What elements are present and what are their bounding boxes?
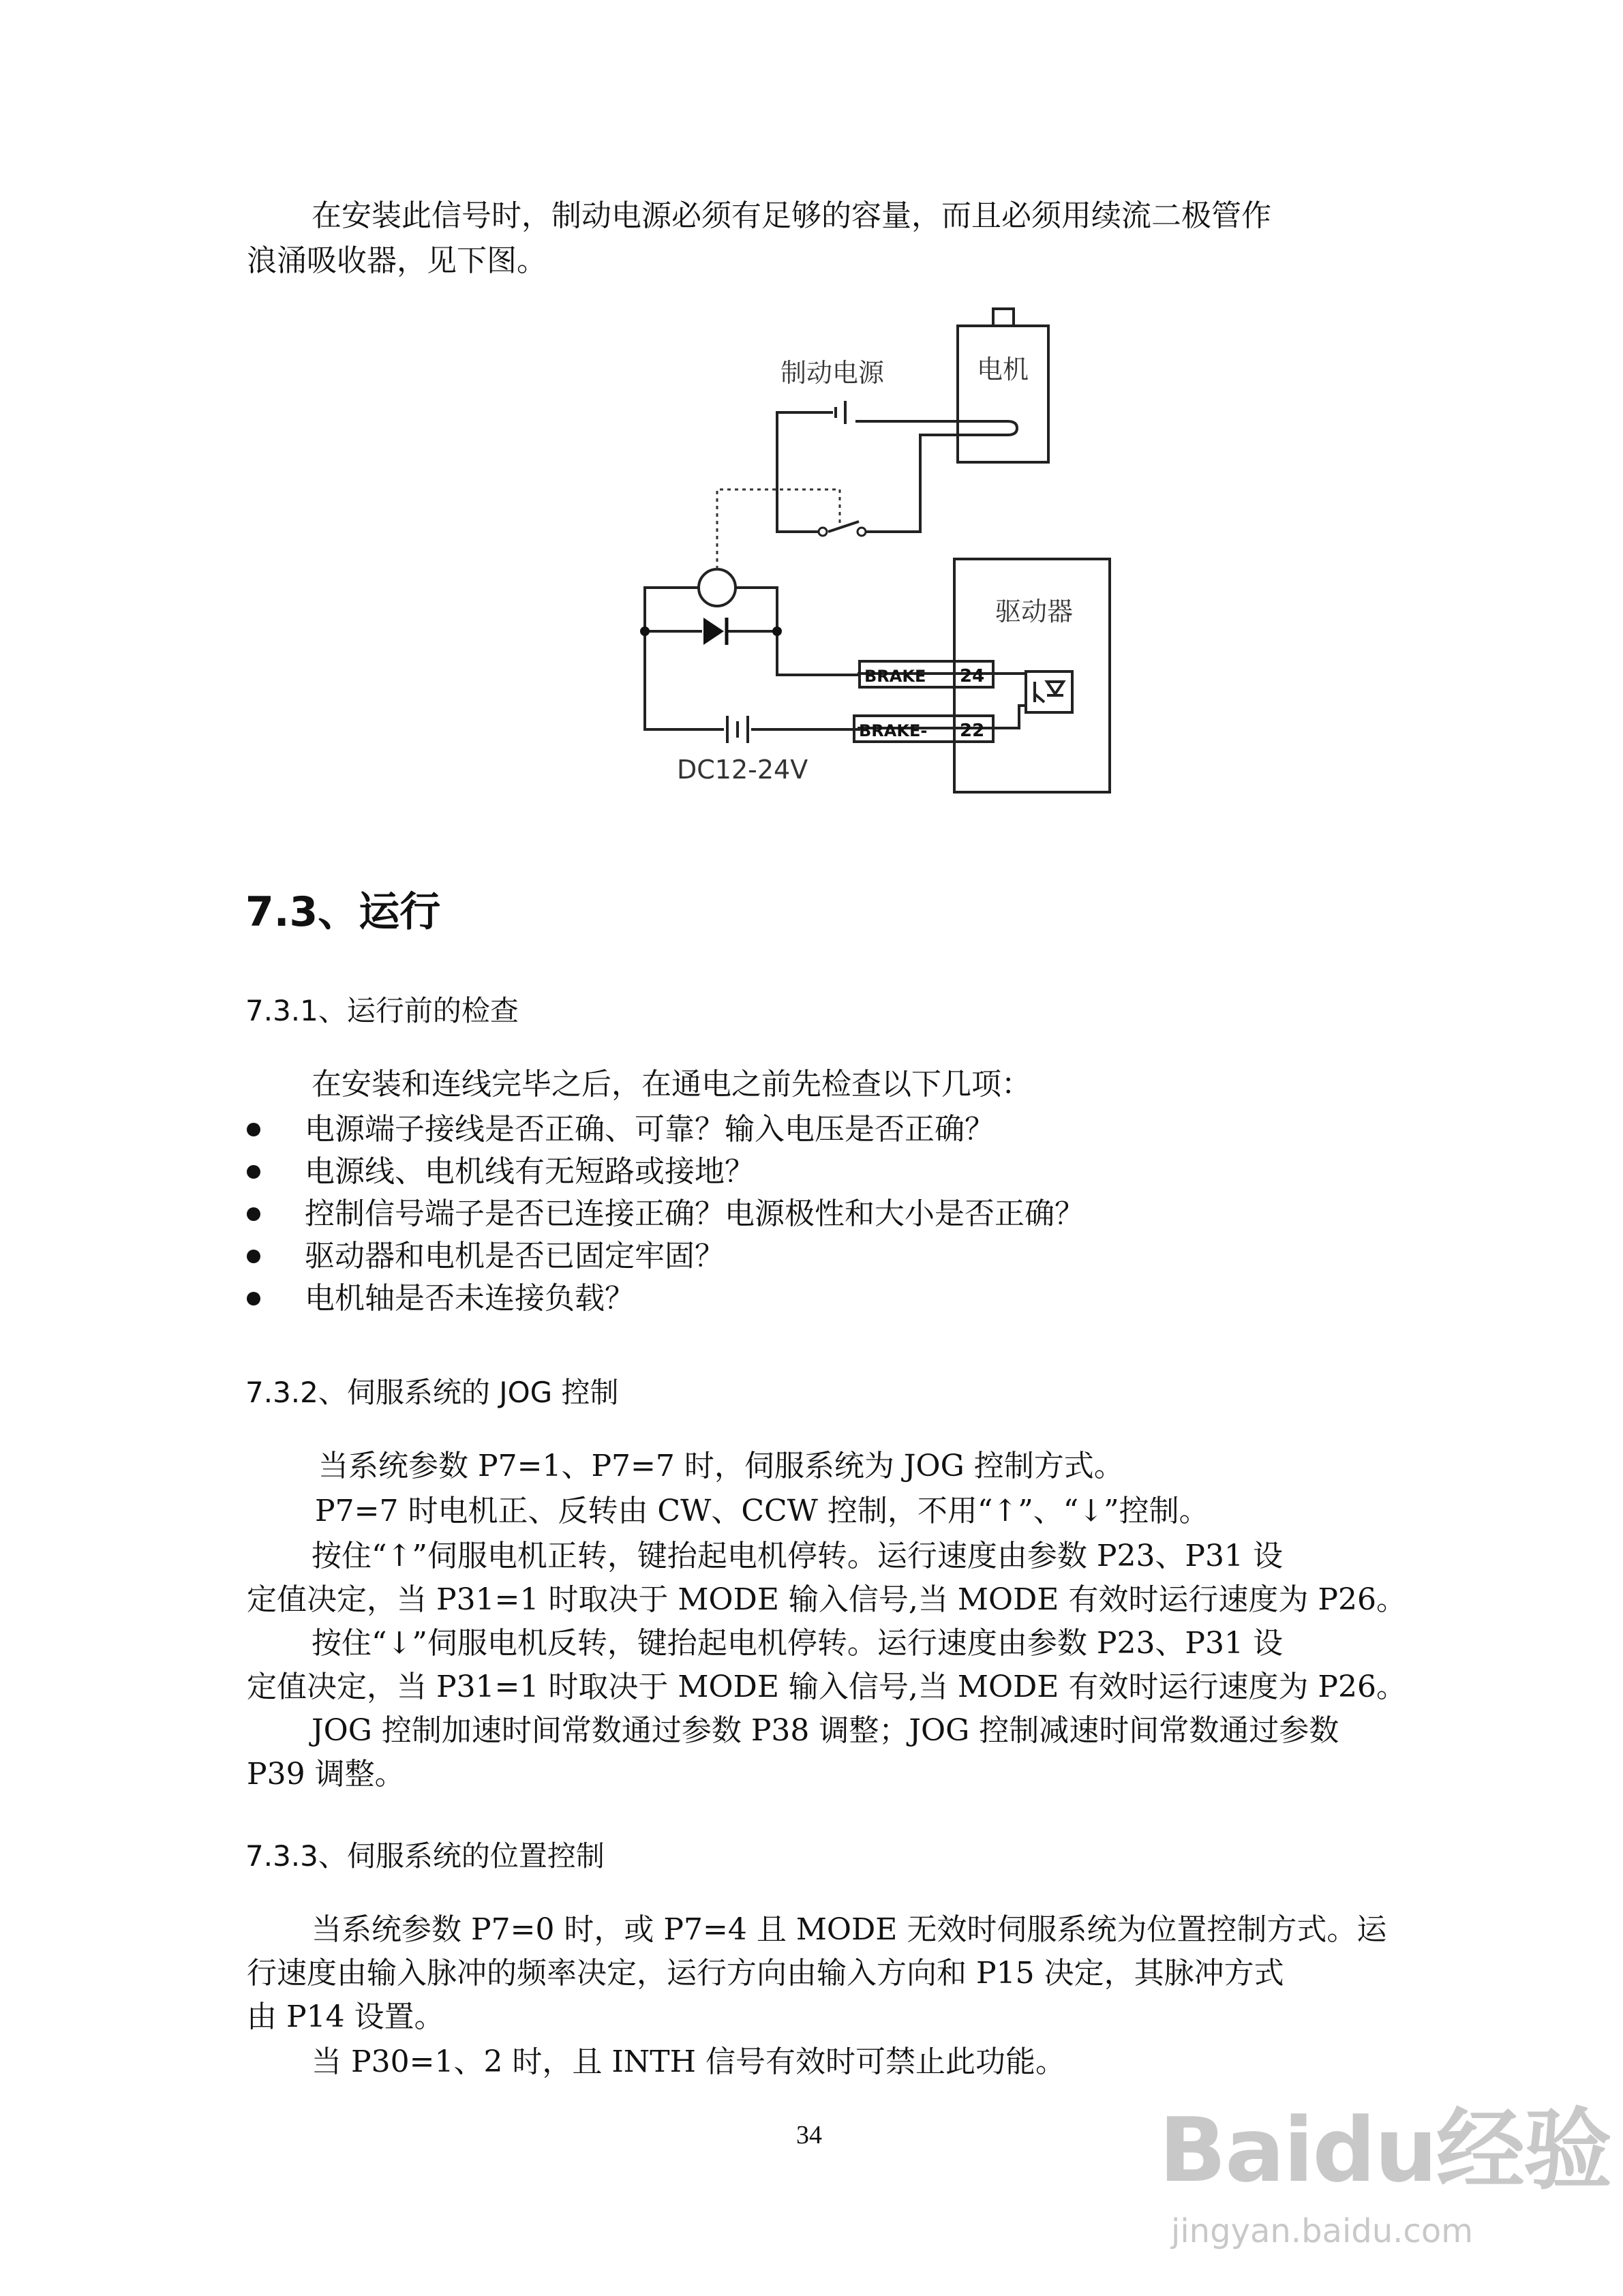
jog-line: P39 调整。 <box>247 1757 405 1792</box>
brake-minus-terminal-label: BRAKE- <box>859 721 928 740</box>
brake-power-wire <box>777 412 958 532</box>
baidu-watermark-url: jingyan.baidu.com <box>1171 2212 1473 2250</box>
position-line: 当系统参数 P7=0 时，或 P7=4 且 MODE 无效时伺服系统为位置控制方式。运 <box>312 1912 1387 1947</box>
checklist-intro: 在安装和连线完毕之后，在通电之前先检查以下几项： <box>312 1067 1031 1102</box>
bullet-dot <box>247 1165 260 1179</box>
dc-voltage-label: DC12-24V <box>677 755 808 785</box>
diode-icon <box>703 618 724 645</box>
brake-minus-terminal-pin: 22 <box>960 721 985 741</box>
section-title: 7.3、运行 <box>245 888 441 936</box>
jog-line: 按住“↓”伺服电机反转，键抬起电机停转。运行速度由参数 P23、P31 设 <box>312 1626 1284 1661</box>
jog-line: 定值决定，当 P31=1 时取决于 MODE 输入信号,当 MODE 有效时运行速度为 P26。 <box>247 1670 1406 1704</box>
checklist-item: 驱动器和电机是否已固定牢固？ <box>305 1239 725 1273</box>
intro-line-1: 在安装此信号时，制动电源必须有足够的容量，而且必须用续流二极管作 <box>312 198 1271 233</box>
brake-wiring-diagram <box>0 0 1623 852</box>
bullet-dot <box>247 1250 260 1263</box>
driver-label: 驱动器 <box>995 596 1074 626</box>
position-line: 行速度由输入脉冲的频率决定，运行方向由输入方向和 P15 决定，其脉冲方式 <box>247 1956 1284 1991</box>
intro-line-2: 浪涌吸收器，见下图。 <box>247 243 547 278</box>
bullet-dot <box>247 1207 260 1221</box>
jog-line: 定值决定，当 P31=1 时取决于 MODE 输入信号,当 MODE 有效时运行速度为 P26。 <box>247 1582 1406 1617</box>
baidu-watermark-logo: Baidu经验 <box>1159 2098 1611 2202</box>
diode-loop <box>645 588 995 729</box>
page-number: 34 <box>796 2121 822 2149</box>
relay-contact-wire <box>828 435 958 532</box>
optocoupler <box>1026 671 1072 712</box>
bullet-dot <box>247 1123 260 1136</box>
subsection-title-7-3-2: 7.3.2、伺服系统的 JOG 控制 <box>245 1376 619 1409</box>
jog-line: JOG 控制加速时间常数通过参数 P38 调整；JOG 控制减速时间常数通过参数 <box>312 1713 1339 1748</box>
subsection-title-7-3-3: 7.3.3、伺服系统的位置控制 <box>245 1839 605 1873</box>
motor-shaft <box>993 309 1014 326</box>
jog-line: P7=7 时电机正、反转由 CW、CCW 控制，不用“↑”、“↓”控制。 <box>315 1494 1209 1528</box>
jog-line: 当系统参数 P7=1、P7=7 时，伺服系统为 JOG 控制方式。 <box>318 1449 1124 1483</box>
brake-terminal-pin: 24 <box>960 666 985 686</box>
brake-power-label: 制动电源 <box>780 358 885 388</box>
motor-label: 电机 <box>977 354 1029 384</box>
motor-box <box>958 326 1048 462</box>
motor-winding <box>958 421 1017 435</box>
checklist-item: 电源线、电机线有无短路或接地？ <box>305 1154 755 1189</box>
subsection-title-7-3-1: 7.3.1、运行前的检查 <box>245 994 519 1027</box>
checklist-item: 控制信号端子是否已连接正确？电源极性和大小是否正确？ <box>305 1196 1084 1231</box>
brake-terminal-label: BRAKE <box>864 667 926 686</box>
position-line: 当 P30=1、2 时，且 INTH 信号有效时可禁止此功能。 <box>312 2044 1065 2079</box>
checklist-item: 电机轴是否未连接负载？ <box>305 1281 635 1316</box>
brake-coil <box>699 569 735 606</box>
bullet-dot <box>247 1292 260 1305</box>
jog-line: 按住“↑”伺服电机正转，键抬起电机停转。运行速度由参数 P23、P31 设 <box>312 1539 1284 1573</box>
checklist-item: 电源端子接线是否正确、可靠？输入电压是否正确？ <box>305 1112 995 1147</box>
position-line: 由 P14 设置。 <box>247 1999 444 2034</box>
